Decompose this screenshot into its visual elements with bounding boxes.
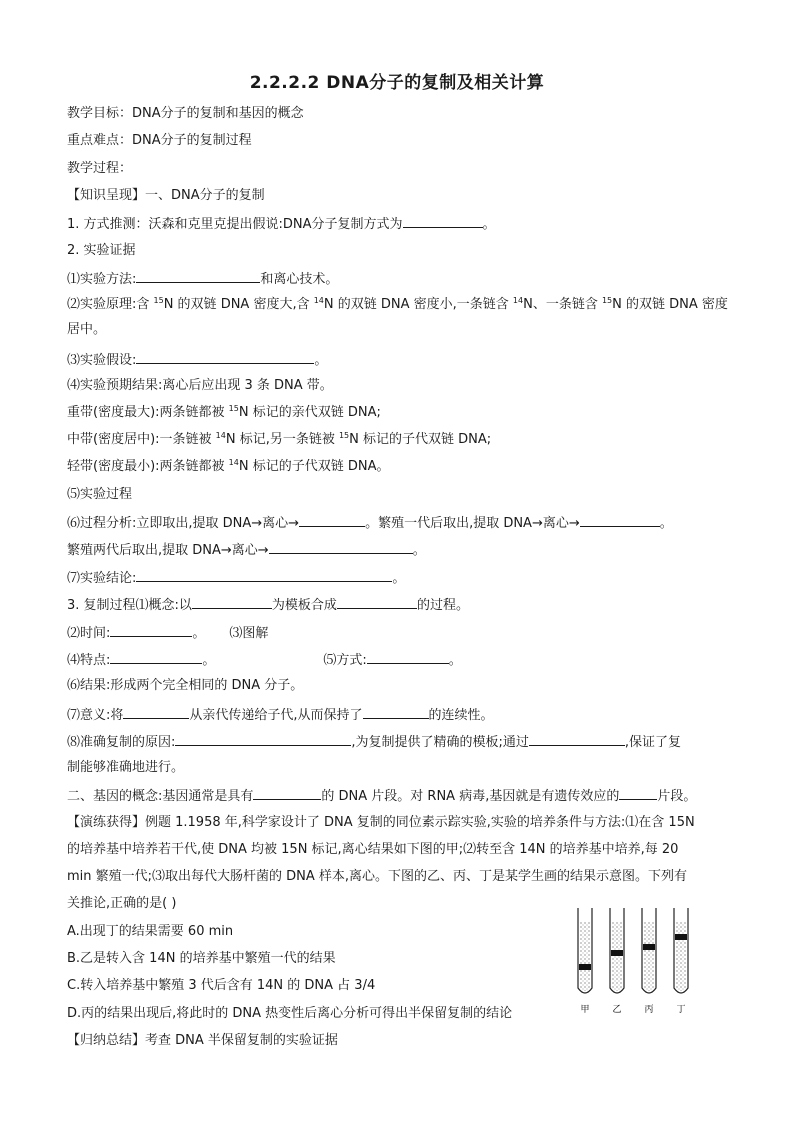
fill-blank[interactable] — [269, 541, 413, 554]
line-3: ⑴实验方法: 和离心技术。 — [67, 272, 339, 287]
line-8: 中带(密度居中):一条链被 $^{14}$N 标记,另一条链被 $^{15}$N 标记的子代双链 DNA; — [67, 431, 492, 447]
line-10: ⑸实验过程 — [67, 487, 133, 502]
section-1-heading: 【知识呈现】一、DNA分子的复制 — [67, 188, 265, 203]
line-9: 轻带(密度最小):两条链都被 $^{14}$N 标记的子代双链 DNA。 — [67, 458, 390, 474]
fill-blank[interactable] — [110, 651, 202, 664]
line-6: ⑷实验预期结果:离心后应出现 3 条 DNA 带。 — [67, 378, 333, 393]
option-d: D.丙的结果出现后,将此时的 DNA 热变性后离心分析可得出半保留复制的结论 — [67, 1006, 513, 1021]
tube-label-bing: 丙 — [644, 1005, 654, 1015]
option-a: A.出现丁的结果需要 60 min — [67, 924, 234, 939]
fill-blank[interactable] — [253, 787, 321, 800]
fill-blank[interactable] — [619, 787, 657, 800]
fill-blank[interactable] — [136, 569, 392, 582]
fill-blank[interactable] — [367, 651, 449, 664]
option-b: B.乙是转入含 14N 的培养基中繁殖一代的结果 — [67, 951, 336, 966]
tube-ding — [674, 908, 688, 993]
dna-band — [675, 934, 687, 940]
fill-blank[interactable] — [136, 270, 260, 283]
line-11: ⑹过程分析:立即取出,提取 DNA→离心→ 。繁殖一代后取出,提取 DNA→离心→ 。 — [67, 516, 673, 531]
summary-line: 【归纳总结】考查 DNA 半保留复制的实验证据 — [67, 1033, 338, 1048]
fill-blank[interactable] — [123, 706, 189, 719]
key-point: 重点难点：DNA分子的复制过程 — [67, 133, 252, 148]
tube-label-yi: 乙 — [612, 1005, 622, 1015]
line-19: ⑻准确复制的原因: ,为复制提供了精确的模板;通过 ,保证了复 — [67, 735, 682, 750]
line-5: ⑶实验假设: 。 — [67, 353, 328, 368]
tube-yi — [610, 908, 624, 993]
line-19b: 制能够准确地进行。 — [67, 760, 185, 775]
fill-blank[interactable] — [175, 733, 351, 746]
line-4b: 居中。 — [67, 322, 107, 337]
line-17: ⑹结果:形成两个完全相同的 DNA 分子。 — [67, 678, 304, 693]
fill-blank[interactable] — [363, 706, 429, 719]
line-12: 繁殖两代后取出,提取 DNA→离心→ 。 — [67, 543, 426, 558]
tube-label-jia: 甲 — [580, 1005, 590, 1015]
example-line-3: min 繁殖一代;⑶取出每代大肠杆菌的 DNA 样本,离心。下图的乙、丙、丁是某学生画的结果示意图。下列有 — [67, 869, 688, 884]
line-20: 二、基因的概念:基因通常是具有 的 DNA 片段。对 RNA 病毒,基因就是有遗传效应的 片段。 — [67, 789, 697, 804]
option-c: C.转入培养基中繁殖 3 代后含有 14N 的 DNA 占 3/4 — [67, 978, 376, 993]
dna-band — [611, 950, 623, 956]
teaching-process: 教学过程： — [67, 161, 133, 176]
tube-jia — [578, 908, 592, 993]
tube-bing — [642, 908, 656, 993]
line-15: ⑵时间: 。 ⑶图解 — [67, 626, 269, 641]
fill-blank[interactable] — [403, 215, 483, 228]
fill-blank[interactable] — [110, 624, 192, 637]
fill-blank[interactable] — [192, 596, 272, 609]
fill-blank[interactable] — [136, 351, 314, 364]
fill-blank[interactable] — [580, 514, 660, 527]
example-line-4: 关推论,正确的是( ) — [67, 896, 177, 911]
line-2: 2. 实验证据 — [67, 243, 136, 258]
teaching-goal: 教学目标：DNA分子的复制和基因的概念 — [67, 106, 304, 121]
tube-label-ding: 丁 — [676, 1005, 686, 1015]
line-1: 1. 方式推测：沃森和克里克提出假说:DNA分子复制方式为 。 — [67, 217, 496, 232]
dna-band — [643, 944, 655, 950]
line-18: ⑺意义:将 从亲代传递给子代,从而保持了 的连续性。 — [67, 708, 494, 723]
fill-blank[interactable] — [299, 514, 365, 527]
line-13: ⑺实验结论: 。 — [67, 571, 406, 586]
page-title: 2.2.2.2 DNA分子的复制及相关计算 — [249, 73, 545, 93]
centrifuge-tubes-figure — [572, 906, 692, 1018]
fill-blank[interactable] — [529, 733, 625, 746]
example-line-2: 的培养基中培养若干代,使 DNA 均被 15N 标记,离心结果如下图的甲;⑵转至含 14N 的培养基中培养,每 20 — [67, 842, 679, 857]
line-7: 重带(密度最大):两条链都被 $^{15}$N 标记的亲代双链 DNA; — [67, 404, 381, 420]
line-4: ⑵实验原理:含 $^{15}$N 的双链 DNA 密度大,含 $^{14}$N 的双链 DNA 密度小,一条链含 $^{14}$N、一条链含 $^{15}$N 的双链 DNA 密度 — [67, 296, 728, 312]
example-line-1: 【演练获得】例题 1.1958 年,科学家设计了 DNA 复制的同位素示踪实验,实验的培养条件与方法:⑴在含 15N — [67, 815, 695, 830]
dna-band — [579, 964, 591, 970]
line-16: ⑷特点: 。 ⑸方式: 。 — [67, 653, 462, 668]
fill-blank[interactable] — [337, 596, 417, 609]
line-14: 3. 复制过程⑴概念:以 为模板合成 的过程。 — [67, 598, 469, 613]
